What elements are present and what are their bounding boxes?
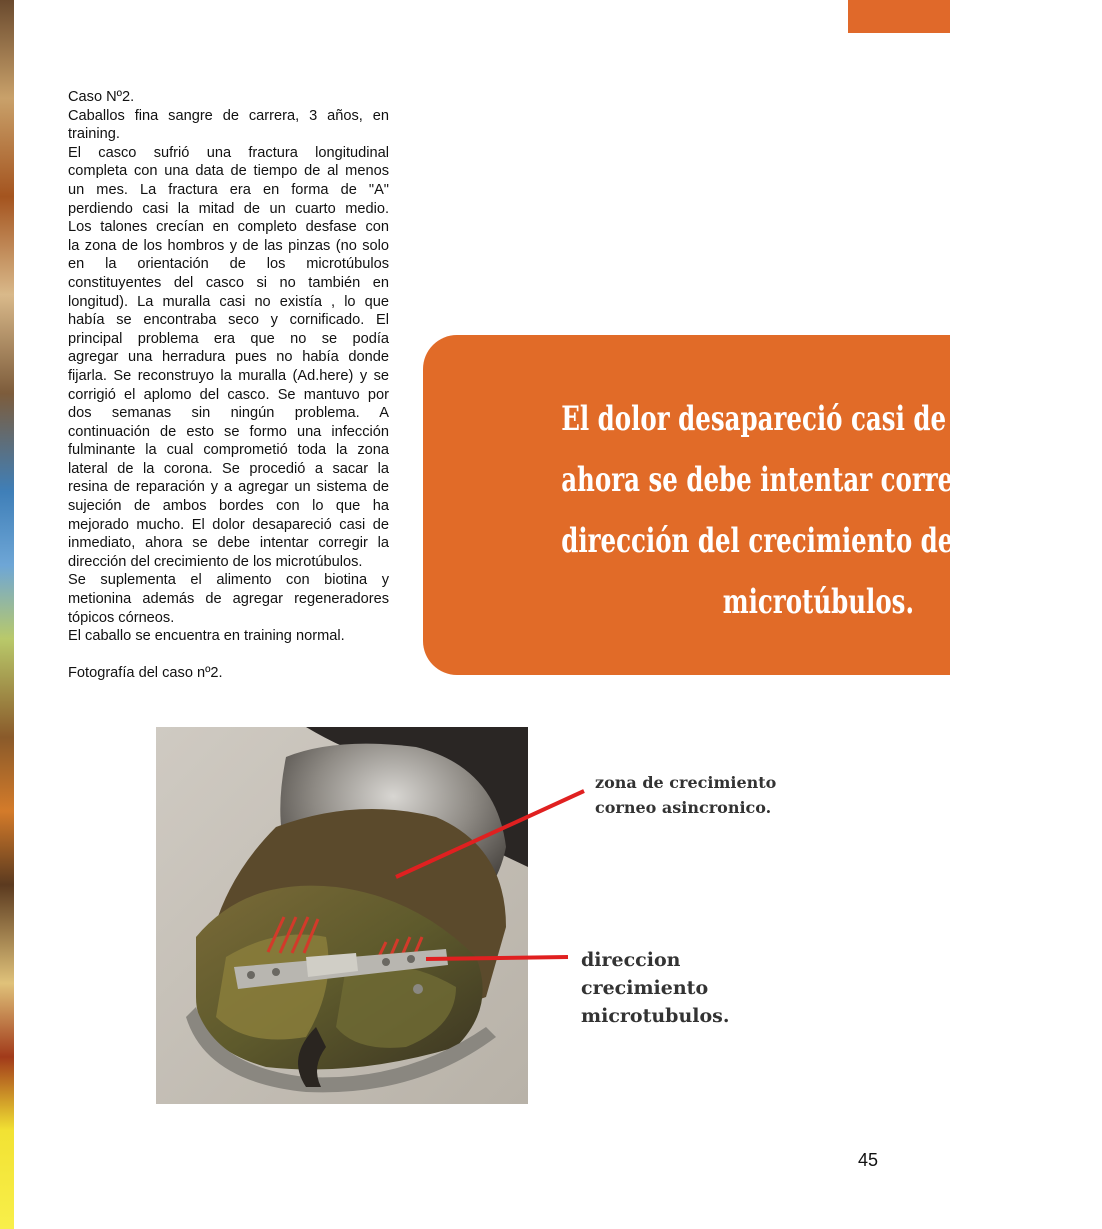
article-line: perdiendo casi la mitad de un cuarto medio. — [68, 200, 389, 217]
article-line: lateral de la corona. Se procedió a sacar la — [68, 460, 389, 477]
article-line: fulminante la cual comprometió toda la zona — [68, 442, 389, 459]
article-line: metionina además de agregar regeneradores — [68, 591, 389, 608]
article-line: mejorado mucho. El dolor desapareció casi de — [68, 516, 389, 533]
article-line: inmediato, ahora se debe intentar corregir la — [68, 535, 389, 552]
article-line: constituyentes del casco si no también en — [68, 274, 389, 291]
pull-quote-line: dirección del crecimiento de los — [561, 521, 1002, 561]
article-line: Caballos fina sangre de carrera, 3 años, en — [68, 107, 389, 124]
pull-quote-line: ahora se debe intentar corregir la — [561, 460, 1027, 500]
article-blank-line — [68, 646, 389, 665]
pull-quote-line: El dolor desapareció casi de inmediato, — [561, 399, 1102, 439]
annotation-line: crecimiento — [581, 977, 709, 999]
article-line: dirección del crecimiento de los microtúbulos. — [68, 553, 363, 570]
article-line: Los talones crecían en completo desfase con — [68, 219, 389, 236]
article-line: un mes. La fractura era en forma de "A" — [68, 181, 389, 198]
magazine-spine-strip — [0, 0, 14, 1229]
article-line: El caballo se encuentra en training normal. — [68, 628, 345, 645]
article-line: había se encontraba seco y cornificado. El — [68, 312, 389, 329]
article-line: longitud). La muralla casi no existía , lo que — [68, 293, 389, 310]
hoof-photo-illustration — [156, 727, 528, 1104]
page-number: 45 — [858, 1150, 879, 1170]
annotation-growth-zone — [595, 770, 776, 820]
article-line: fijarla. Se reconstruyo la muralla (Ad.here) y se — [68, 367, 389, 384]
article-line: corrigió el aplomo del casco. Se mantuvo por — [68, 386, 389, 403]
article-body — [68, 88, 389, 683]
article-line: continuación de esto se formo una infección — [68, 423, 389, 440]
annotation-line: corneo asincronico. — [595, 798, 772, 817]
article-line: en la orientación de los microtúbulos — [68, 256, 389, 273]
arrow-line — [426, 957, 568, 959]
pull-quote-text — [561, 389, 1102, 633]
article-line: Caso Nº2. — [68, 89, 135, 105]
article-line: principal problema era que no se podía — [68, 330, 389, 347]
article-line: dos semanas sin ningún problema. A — [68, 405, 389, 422]
annotation-direction — [581, 946, 729, 1030]
annotation-line: zona de crecimiento — [595, 773, 777, 792]
annotation-line: direccion — [581, 949, 681, 971]
hoof-photo — [156, 727, 528, 1104]
photo-caption: Fotografía del caso nº2. — [68, 665, 223, 682]
article-line: sujeción de ambos bordes con lo que ha — [68, 498, 389, 515]
pull-quote-line: microtúbulos. — [722, 582, 914, 622]
article-line: agregar una herradura pues no había donde — [68, 349, 389, 366]
corner-color-tab — [848, 0, 950, 33]
article-line: completa con una data de tiempo de al menos — [68, 163, 389, 180]
annotation-line: microtubulos. — [581, 1005, 730, 1027]
pull-quote-box — [423, 335, 1102, 675]
article-line: El casco sufrió una fractura longitudinal — [68, 144, 389, 161]
article-line: resina de reparación y a agregar un sistema de — [68, 479, 389, 496]
article-line: tópicos córneos. — [68, 609, 175, 626]
article-line: la zona de los hombros y de las pinzas (no solo — [68, 237, 389, 254]
article-line: training. — [68, 126, 120, 143]
article-line: Se suplementa el alimento con biotina y — [68, 572, 389, 589]
